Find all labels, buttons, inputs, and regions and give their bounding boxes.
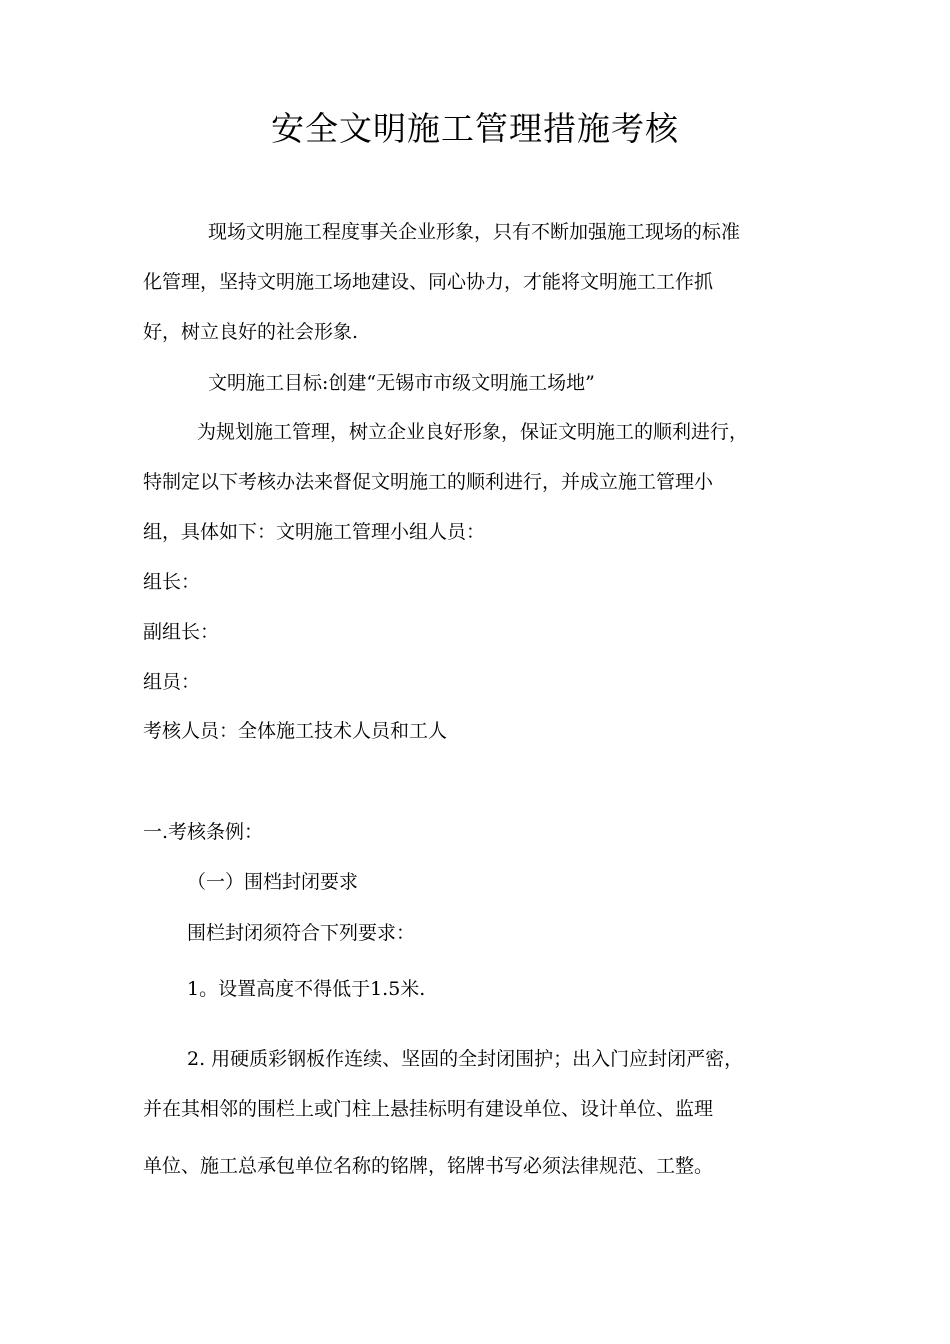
paragraph-line: 组，具体如下：文明施工管理小组人员： [143, 521, 486, 543]
assessed-staff-line: 考核人员：全体施工技术人员和工人 [143, 720, 448, 742]
paragraph-line: 特制定以下考核办法来督促文明施工的顺利进行，并成立施工管理小 [143, 471, 714, 493]
paragraph-line: 文明施工目标:创建“无锡市市级文明施工场地” [208, 372, 595, 394]
paragraph-line: 并在其相邻的围栏上或门柱上悬挂标明有建设单位、设计单位、监理 [143, 1098, 714, 1120]
paragraph-line: 为规划施工管理，树立企业良好形象，保证文明施工的顺利进行， [197, 421, 749, 443]
paragraph-line: 化管理，坚持文明施工场地建设、同心协力，才能将文明施工工作抓 [143, 271, 714, 293]
document-title: 安全文明施工管理措施考核 [271, 109, 679, 148]
subsection-heading: （一）围档封闭要求 [187, 871, 359, 893]
team-member-line: 组员： [143, 671, 201, 693]
paragraph-line: 现场文明施工程度事关企业形象，只有不断加强施工现场的标准 [208, 221, 741, 243]
section-heading: 一.考核条例： [143, 821, 264, 843]
team-leader-line: 组长： [143, 571, 201, 593]
deputy-leader-line: 副组长： [143, 621, 220, 643]
paragraph-line: 单位、施工总承包单位名称的铭牌，铭牌书写必须法律规范、工整。 [143, 1155, 714, 1177]
list-item: 1。设置高度不得低于1.5米. [187, 978, 426, 1000]
paragraph-line: 围栏封闭须符合下列要求： [187, 922, 416, 944]
paragraph-line: 好，树立良好的社会形象. [143, 321, 359, 343]
list-item: 2. 用硬质彩钢板作连续、坚固的全封闭围护；出入门应封闭严密， [187, 1048, 744, 1070]
